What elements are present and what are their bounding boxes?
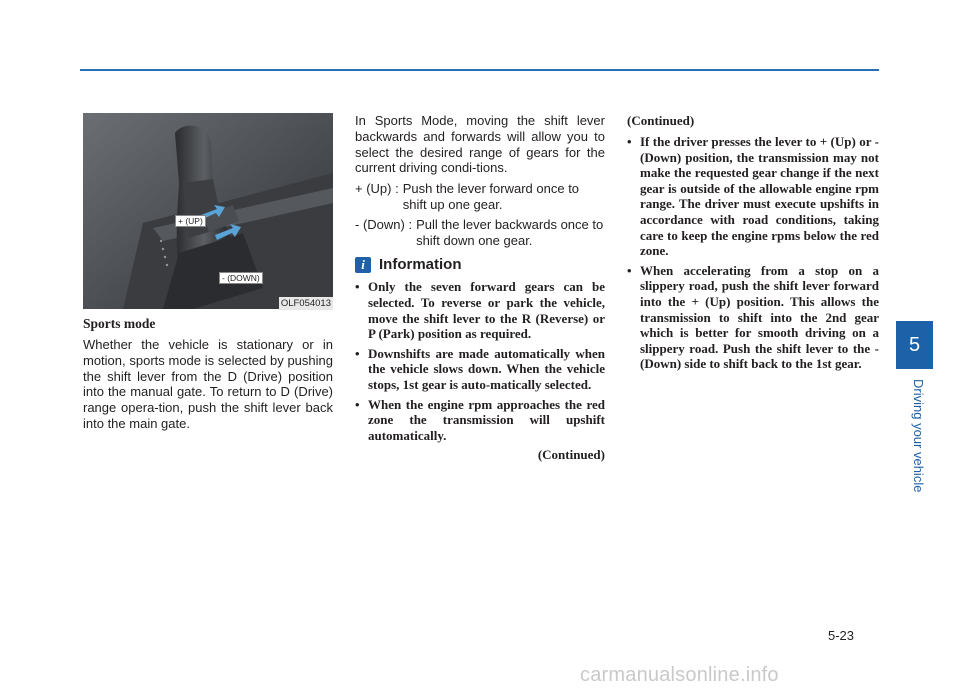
up-definition <box>355 181 605 213</box>
watermark: carmanualsonline.info <box>580 664 779 686</box>
list-item: • When the engine rpm approaches the red zone the transmission will upshift automatically. <box>355 397 605 444</box>
shift-lever-illustration <box>83 113 333 309</box>
callout-down: - (DOWN) <box>219 272 263 284</box>
figure-code: OLF054013 <box>280 298 331 309</box>
down-text: Pull the lever backwards once to shift down one gear. <box>416 216 604 248</box>
column-2 <box>355 113 605 463</box>
section-heading: Sports mode <box>83 316 156 331</box>
list-item: • Only the seven forward gears can be selected. To reverse or park the vehicle, move the shift lever to the R (Reverse) or P (Park) position as required. <box>355 279 605 341</box>
header-rule <box>80 69 879 71</box>
sports-mode-paragraph: Whether the vehicle is stationary or in motion, sports mode is selected by pushing the shift lever from the D (Drive) position into the manual gate. To return to D (Drive) range opera-tion, push the shift lever back into the main gate. <box>83 337 333 431</box>
down-definition <box>355 217 605 249</box>
list-item: • If the driver presses the lever to + (Up) or - (Down) position, the transmission may not make the requested gear change if the next gear is outside of the allowable engine rpm range. The driver must execute upshifts in accordance with road conditions, taking care to keep the engine rpms below the red zone. <box>627 134 879 259</box>
column-3 <box>627 113 879 376</box>
chapter-number-tab: 5 <box>896 321 933 369</box>
sports-mode-intro: In Sports Mode, moving the shift lever backwards and forwards will allow you to select the desired range of gears for the current driving condi-tions. <box>355 113 605 176</box>
information-list <box>355 279 605 443</box>
down-term: - (Down) : <box>355 216 413 232</box>
up-term: + (Up) : <box>355 181 399 197</box>
information-header <box>355 256 605 273</box>
shift-definitions <box>355 181 605 248</box>
column-1 <box>83 316 333 432</box>
continued-list <box>627 134 879 372</box>
info-icon: i <box>355 257 371 273</box>
continued-heading: (Continued) <box>627 113 695 128</box>
figure-code-box <box>83 296 333 310</box>
list-item: • When accelerating from a stop on a slippery road, push the shift lever forward into the + (Up) position. This allows the transmission to shift into the 2nd gear which is better for smooth driving on a slippery road. Push the shift lever to the - (Down) side to shift back to the 1st gear. <box>627 263 879 372</box>
up-text: Push the lever forward once to shift up one gear. <box>402 181 580 212</box>
information-title: Information <box>379 256 462 274</box>
list-item: • Downshifts are made automatically when the vehicle slows down. When the vehicle stops, 1st gear is auto-matically selected. <box>355 346 605 393</box>
callout-up: + (UP) <box>175 215 206 227</box>
continued-label: (Continued) <box>537 447 605 463</box>
chapter-title: Driving your vehicle <box>911 379 926 493</box>
shift-lever-photo <box>83 113 333 309</box>
page-number: 5-23 <box>828 628 855 643</box>
